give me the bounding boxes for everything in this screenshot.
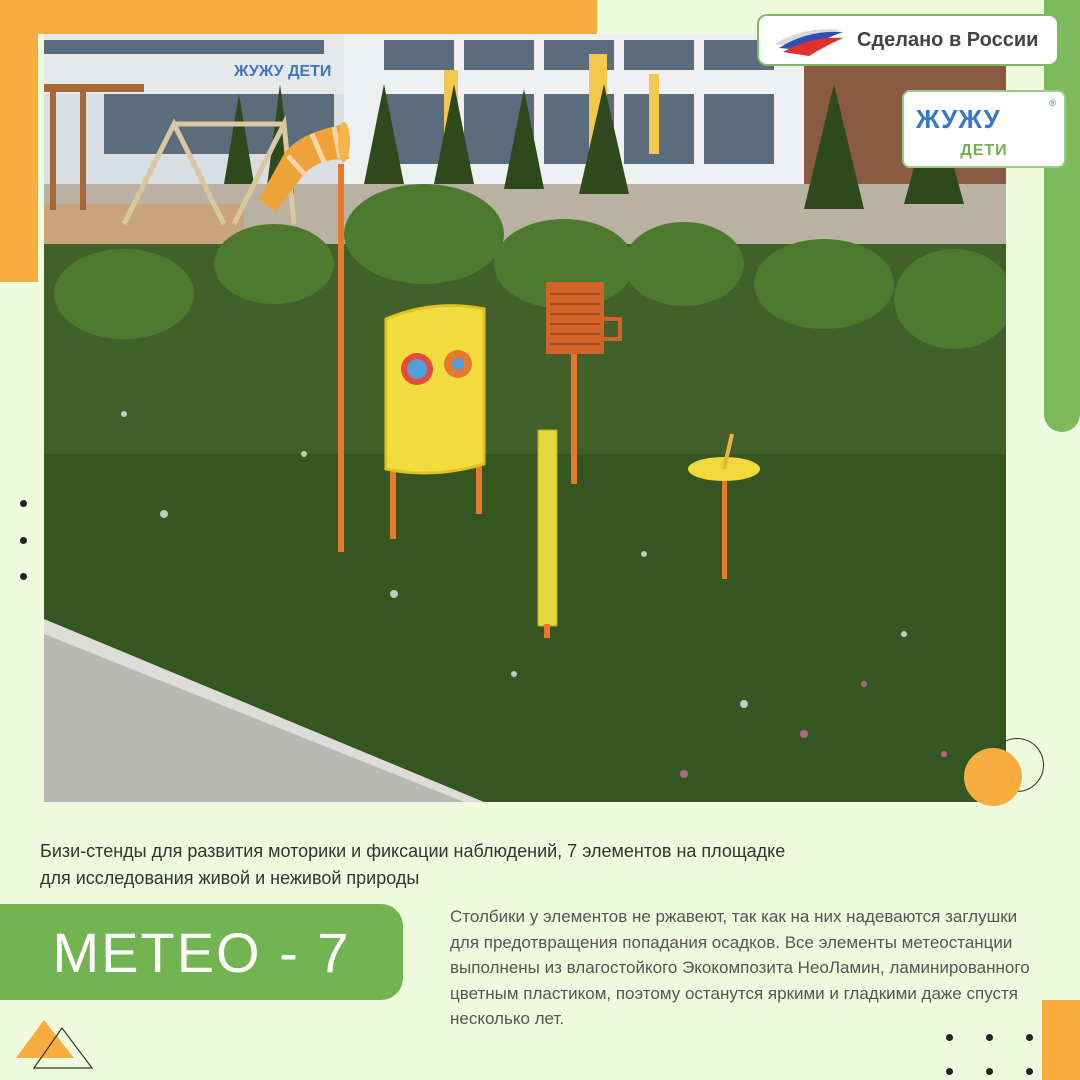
decor-triangles — [10, 1016, 100, 1072]
decor-dot — [1026, 1034, 1033, 1041]
decor-dot — [20, 537, 27, 544]
decor-dot — [946, 1068, 953, 1075]
product-description: Столбики у элементов не ржавеют, так как на них надеваются заглушки для предотвращения попадания осадков. Все элементы метеостанции выполнены из влагостойкого Экокомпозита НеоЛамин, ламинированного цветным пластиком, поэтому останутся яркими и гладкими даже спустя несколько лет. — [450, 907, 1030, 1028]
decor-dot — [20, 573, 27, 580]
decor-dot — [986, 1068, 993, 1075]
decor-dot — [20, 500, 27, 507]
caption — [40, 838, 880, 892]
caption-line-2: для исследования живой и неживой природы — [40, 868, 420, 888]
playground-photo — [44, 34, 1006, 802]
photo-illustration — [44, 34, 1006, 802]
product-title: МЕТЕО - 7 — [52, 921, 351, 984]
zhuzhu-logo — [902, 90, 1066, 168]
decor-circle-orange — [964, 748, 1022, 806]
logo-registered-mark: ® — [1049, 98, 1056, 108]
decor-dot — [986, 1034, 993, 1041]
russia-flag-icon — [773, 24, 845, 58]
caption-line-1: Бизи-стенды для развития моторики и фиксации наблюдений, 7 элементов на площадке — [40, 841, 786, 861]
orange-left-stripe — [0, 0, 38, 282]
building-sign: ЖУЖУ ДЕТИ — [234, 63, 332, 80]
logo-brand-text: ЖУЖУ — [916, 104, 1001, 134]
orange-bottom-right-stripe — [1042, 1000, 1080, 1080]
logo-sub-text: ДЕТИ — [960, 142, 1008, 159]
decor-dot — [946, 1034, 953, 1041]
decor-dot — [1026, 1068, 1033, 1075]
title-banner — [0, 904, 403, 1000]
made-in-russia-text: Сделано в России — [857, 29, 1039, 51]
orange-top-stripe — [0, 0, 597, 34]
made-in-russia-badge — [757, 14, 1059, 66]
